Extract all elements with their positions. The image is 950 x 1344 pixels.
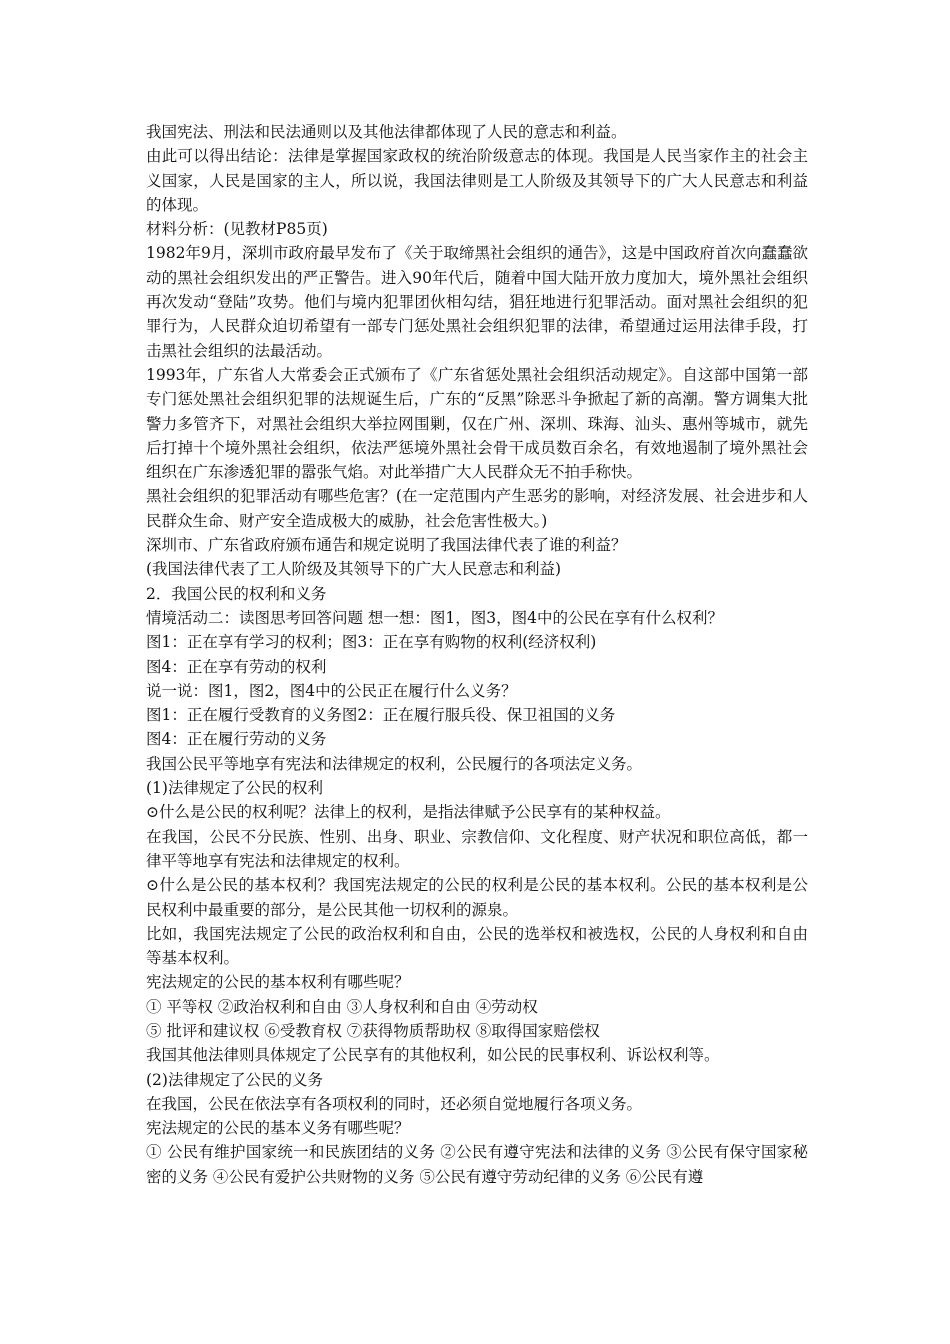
paragraph: 我国宪法、刑法和民法通则以及其他法律都体现了人民的意志和利益。	[146, 123, 627, 141]
paragraph: 宪法规定的公民的基本义务有哪些呢？	[146, 1119, 410, 1138]
section-heading: 2．我国公民的权利和义务	[146, 584, 327, 603]
rights-list: ① 平等权 ②政治权利和自由 ③人身权利和自由 ④劳动权	[146, 997, 538, 1016]
paragraph: 图1：正在享有学习的权利；图3：正在享有购物的权利(经济权利)	[146, 633, 597, 652]
paragraph: 我国公民平等地享有宪法和法律规定的权利，公民履行的各项法定义务。	[146, 754, 643, 773]
paragraph: 图4：正在享有劳动的权利	[146, 657, 327, 676]
paragraph: 材料分析：(见教材P85页)	[146, 220, 328, 239]
paragraph: ⊙什么是公民的权利呢？法律上的权利，是指法律赋予公民享有的某种权益。	[146, 803, 671, 822]
paragraph: 黑社会组织的犯罪活动有哪些危害？(在一定范围内产生恶劣的影响，对经济发展、社会进步和人民群众生命、财产安全造成极大的威胁，社会危害性极大。)	[146, 487, 808, 530]
subsection-heading: (2)法律规定了公民的义务	[146, 1070, 323, 1089]
rights-list: ⑤ 批评和建议权 ⑥受教育权 ⑦获得物质帮助权 ⑧取得国家赔偿权	[146, 1021, 600, 1040]
paragraph: 情境活动二：读图思考回答问题 想一想：图1，图3，图4中的公民在享有什么权利？	[146, 608, 724, 627]
duties-list: ① 公民有维护国家统一和民族团结的义务 ②公民有遵守宪法和法律的义务 ③公民有保守国家秘密的义务 ④公民有爱护公共财物的义务 ⑤公民有遵守劳动纪律的义务 ⑥公民有遵	[146, 1143, 808, 1186]
paragraph: 说一说：图1，图2，图4中的公民正在履行什么义务？	[146, 681, 517, 700]
paragraph: 1982年9月，深圳市政府最早发布了《关于取缔黑社会组织的通告》，这是中国政府首次向蠢蠢欲动的黑社会组织发出的严正警告。进入90年代后，随着中国大陆开放力度加大，境外黑社会组织再次发动“登陆”攻势。他们与境内犯罪团伙相勾结，猖狂地进行犯罪活动。面对黑社会组织的犯罪行为，人民群众迫切希望有一部专门惩处黑社会组织犯罪的法律，希望通过运用法律手段，打击黑社会组织的法最活动。	[146, 244, 808, 360]
document-body	[146, 120, 808, 1189]
paragraph: 深圳市、广东省政府颁布通告和规定说明了我国法律代表了谁的利益？	[146, 536, 627, 555]
subsection-heading: (1)法律规定了公民的权利	[146, 779, 323, 798]
paragraph: 图4：正在履行劳动的义务	[146, 730, 327, 749]
paragraph: 图1：正在履行受教育的义务图2：正在履行服兵役、保卫祖国的义务	[146, 706, 616, 725]
paragraph: 1993年，广东省人大常委会正式颁布了《广东省惩处黑社会组织活动规定》。自这部中国第一部专门惩处黑社会组织犯罪的法规诞生后，广东的“反黑”除恶斗争掀起了新的高潮。警方调集大批警力多管齐下，对黑社会组织大举拉网围剿，仅在广州、深圳、珠海、汕头、惠州等城市，就先后打掉十个境外黑社会组织，依法严惩境外黑社会骨干成员数百余名，有效地遏制了境外黑社会组织在广东渗透犯罪的嚣张气焰。对此举措广大人民群众无不拍手称快。	[146, 365, 808, 482]
paragraph: 在我国，公民在依法享有各项权利的同时，还必须自觉地履行各项义务。	[146, 1094, 643, 1113]
paragraph: 由此可以得出结论：法律是掌握国家政权的统治阶级意志的体现。我国是人民当家作主的社会主义国家，人民是国家的主人，所以说，我国法律则是工人阶级及其领导下的广大人民意志和利益的体现。	[146, 147, 808, 214]
paragraph: ⊙什么是公民的基本权利？我国宪法规定的公民的权利是公民的基本权利。公民的基本权利是公民权利中最重要的部分，是公民其他一切权利的源泉。	[146, 876, 808, 919]
paragraph: 在我国，公民不分民族、性别、出身、职业、宗教信仰、文化程度、财产状况和职位高低，都一律平等地享有宪法和法律规定的权利。	[146, 827, 808, 870]
paragraph: 宪法规定的公民的基本权利有哪些呢？	[146, 973, 410, 992]
paragraph: (我国法律代表了工人阶级及其领导下的广大人民意志和利益)	[146, 560, 562, 579]
paragraph: 比如，我国宪法规定了公民的政治权利和自由，公民的选举权和被选权，公民的人身权利和自由等基本权利。	[146, 924, 808, 968]
paragraph: 我国其他法律则具体规定了公民享有的其他权利，如公民的民事权利、诉讼权利等。	[146, 1046, 720, 1065]
